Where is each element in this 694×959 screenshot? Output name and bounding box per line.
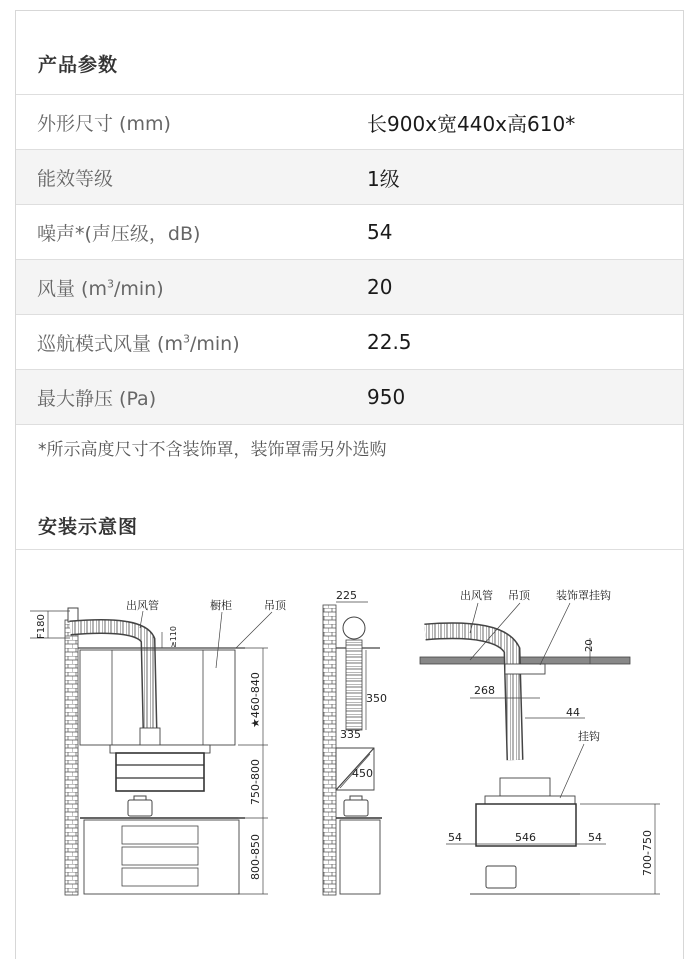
- dim-268: 268: [474, 684, 495, 697]
- ceiling-slab: [420, 657, 630, 664]
- param-value: 950: [367, 385, 406, 409]
- param-value: 54: [367, 220, 393, 244]
- pot: [128, 800, 152, 816]
- dim-800-850: 800-850: [249, 834, 262, 880]
- label-ceiling: 吊顶: [508, 589, 530, 602]
- label-cabinet: 橱柜: [210, 599, 232, 612]
- table-row: [16, 94, 683, 149]
- dim-350: 350: [366, 692, 387, 705]
- dim-225: 225: [336, 589, 357, 602]
- table-row: [16, 369, 683, 425]
- params-section-title: 产品参数: [38, 54, 119, 76]
- dim-54-right: 54: [588, 831, 602, 844]
- footnote: *所示高度尺寸不含装饰罩，装饰罩需另外选购: [38, 440, 387, 460]
- dim-750-800: 750-800: [249, 759, 262, 805]
- duct-outline: [425, 631, 515, 760]
- flex-duct: [346, 640, 362, 730]
- label-hook-deco: 装饰罩挂钩: [556, 589, 611, 602]
- param-value: 长900x宽440x高610*: [367, 111, 576, 136]
- flex-duct: [425, 631, 515, 760]
- dim-450: 450: [352, 767, 373, 780]
- dim-460-840: ★460-840: [249, 672, 262, 728]
- base-cabinet: [84, 820, 239, 894]
- side-view-diagram: [323, 589, 387, 895]
- hood-top: [110, 745, 210, 753]
- label-duct: 出风管: [460, 589, 493, 602]
- params-table: [16, 94, 683, 425]
- label-ceiling: 吊顶: [264, 599, 286, 612]
- installation-diagram: [16, 550, 683, 948]
- dim-f180: F180: [36, 614, 47, 639]
- install-section-title: 安装示意图: [38, 516, 139, 538]
- param-value: 1级: [367, 166, 400, 191]
- dim-54-left: 54: [448, 831, 462, 844]
- dim-20: 20: [584, 639, 595, 652]
- duct-outlet: [68, 608, 78, 622]
- flex-duct: [70, 627, 150, 731]
- duct-section: [343, 617, 365, 639]
- param-value: 22.5: [367, 330, 412, 354]
- front-view-diagram: [30, 598, 287, 895]
- dim-ge110: ≥110: [169, 626, 178, 648]
- table-row: [16, 259, 683, 314]
- table-row: [16, 314, 683, 369]
- ceiling-view-diagram: [420, 588, 660, 894]
- dim-700-750: 700-750: [641, 830, 654, 876]
- wall: [323, 605, 336, 895]
- duct-outline: [70, 627, 150, 731]
- dim-546: 546: [515, 831, 536, 844]
- table-row: [16, 149, 683, 204]
- dim-44: 44: [566, 706, 580, 719]
- dim-335: 335: [340, 728, 361, 741]
- label-hook: 挂钩: [578, 730, 600, 743]
- param-label: 噪声*(声压级，dB): [37, 222, 201, 245]
- param-label: 风量 $(m^3/\min)$: [37, 277, 164, 300]
- table-row: [16, 204, 683, 259]
- param-label: 能效等级: [37, 167, 114, 190]
- range-hood: [116, 753, 204, 791]
- label-duct: 出风管: [126, 599, 159, 612]
- param-value: 20: [367, 275, 393, 299]
- param-label: 外形尺寸 (mm): [37, 112, 171, 135]
- wall: [65, 620, 78, 895]
- param-label: 最大静压 (Pa): [37, 387, 157, 410]
- param-label: 巡航模式风量 $(m^3/\min)$: [37, 332, 240, 355]
